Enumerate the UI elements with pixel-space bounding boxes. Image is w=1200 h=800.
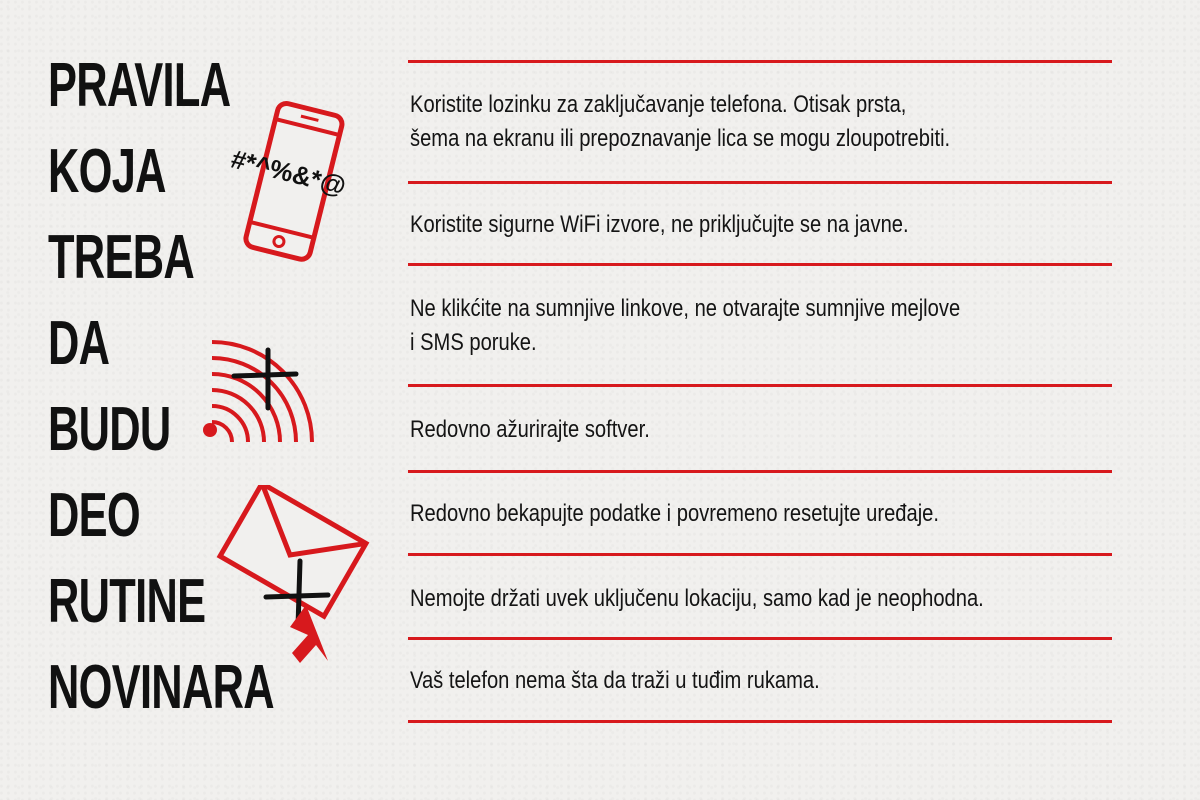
rule-text-line: Nemojte držati uvek uključenu lokaciju, samo kad je neophodna. [410,585,984,612]
title-line: KOJA [48,137,166,206]
rule-item [410,582,998,616]
rule-text-line: šema na ekranu ili prepoznavanje lica se mogu zloupotrebiti. [410,125,951,152]
rule-item [410,292,998,360]
title-line: RUTINE [48,567,206,636]
rule-item [410,664,998,698]
divider-line [408,720,1112,723]
divider-line [408,470,1112,473]
mail-cursor-icon [200,485,372,665]
wifi-crossed-icon [196,330,316,455]
rule-text-line: i SMS poruke. [410,329,537,356]
rule-text-line: Redovno ažurirajte softver. [410,416,650,443]
divider-line [408,637,1112,640]
rule-text-line: Vaš telefon nema šta da traži u tuđim rukama. [410,667,820,694]
title-line: DEO [48,481,140,550]
title-line: TREBA [48,223,194,292]
title-line: NOVINARA [48,653,274,722]
rule-text-line: Redovno bekapujte podatke i povremeno resetujte uređaje. [410,500,940,527]
title-line: BUDU [48,395,171,464]
divider-line [408,553,1112,556]
rule-text-line: Koristite sigurne WiFi izvore, ne priključujte se na javne. [410,211,909,238]
divider-line [408,263,1112,266]
password-symbols: #*^%&*@ [228,143,350,202]
divider-line [408,60,1112,63]
divider-line [408,384,1112,387]
divider-line [408,181,1112,184]
title-line: PRAVILA [48,51,231,120]
rule-item [410,497,998,531]
rule-item [410,88,998,156]
rule-text-line: Koristite lozinku za zaključavanje telefona. Otisak prsta, [410,91,907,118]
rule-item [410,413,998,447]
phone-password-icon [222,95,352,270]
rule-text-line: Ne klikćite na sumnjive linkove, ne otvarajte sumnjive mejlove [410,295,961,322]
rule-item [410,208,998,242]
title-line: DA [48,309,110,378]
